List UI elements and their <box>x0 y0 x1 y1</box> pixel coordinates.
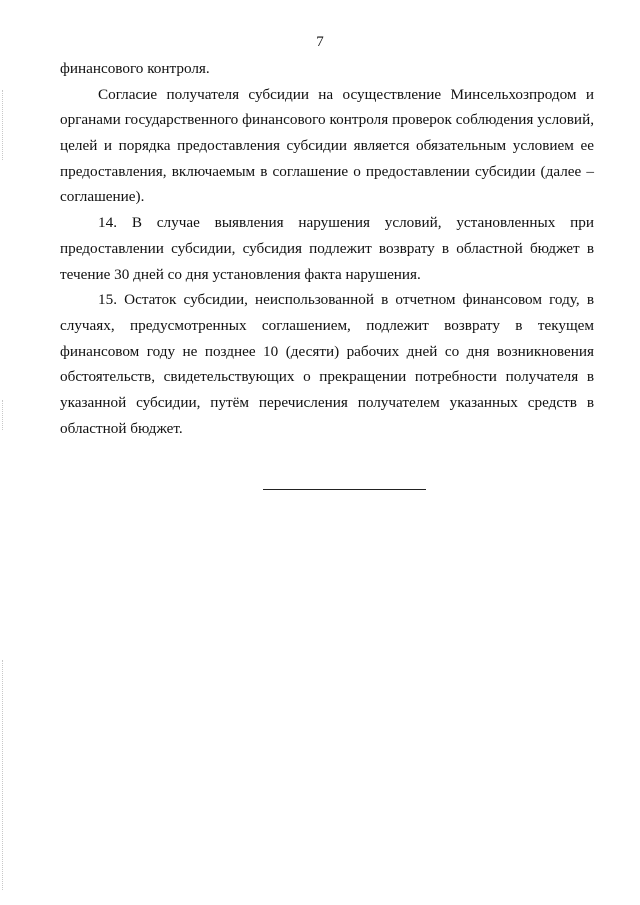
document-body <box>60 56 594 441</box>
text-line: указанной субсидии, путём перечисления получателем указанных средств в <box>60 393 594 411</box>
text-line: обстоятельств, свидетельствующих о прекращении потребности получателя в <box>60 368 594 386</box>
text-line: предоставления, включаемым в соглашение о предоставлении субсидии (далее – <box>60 162 594 180</box>
scan-margin-mark <box>2 90 4 160</box>
text-line: областной бюджет. <box>60 419 183 437</box>
text-line: предоставлении субсидии, субсидия подлежит возврату в областной бюджет в <box>60 239 594 257</box>
paragraph-15 <box>60 287 594 441</box>
paragraph-control-ending <box>60 56 594 82</box>
paragraph-consent <box>60 82 594 210</box>
scan-margin-mark <box>2 400 4 430</box>
text-line: 14. В случае выявления нарушения условий, установленных при <box>98 214 594 232</box>
text-line: целей и порядка предоставления субсидии является обязательным условием ее <box>60 137 594 155</box>
text-line: финансовом году не позднее 10 (десяти) рабочих дней со дня возникновения <box>60 342 594 360</box>
text-line: органами государственного финансового контроля проверок соблюдения условий, <box>60 111 594 129</box>
text-line: соглашение). <box>60 188 145 206</box>
closing-separator-line <box>263 489 426 490</box>
scan-margin-mark <box>2 660 4 890</box>
text-line: течение 30 дней со дня установления факта нарушения. <box>60 265 421 283</box>
page-number: 7 <box>316 34 324 50</box>
paragraph-14 <box>60 210 594 287</box>
text-line: финансового контроля. <box>60 60 210 77</box>
text-line: случаях, предусмотренных соглашением, подлежит возврату в текущем <box>60 316 594 334</box>
text-line: 15. Остаток субсидии, неиспользованной в отчетном финансовом году, в <box>98 291 594 309</box>
text-line: Согласие получателя субсидии на осуществление Минсельхозпродом и <box>98 85 594 103</box>
